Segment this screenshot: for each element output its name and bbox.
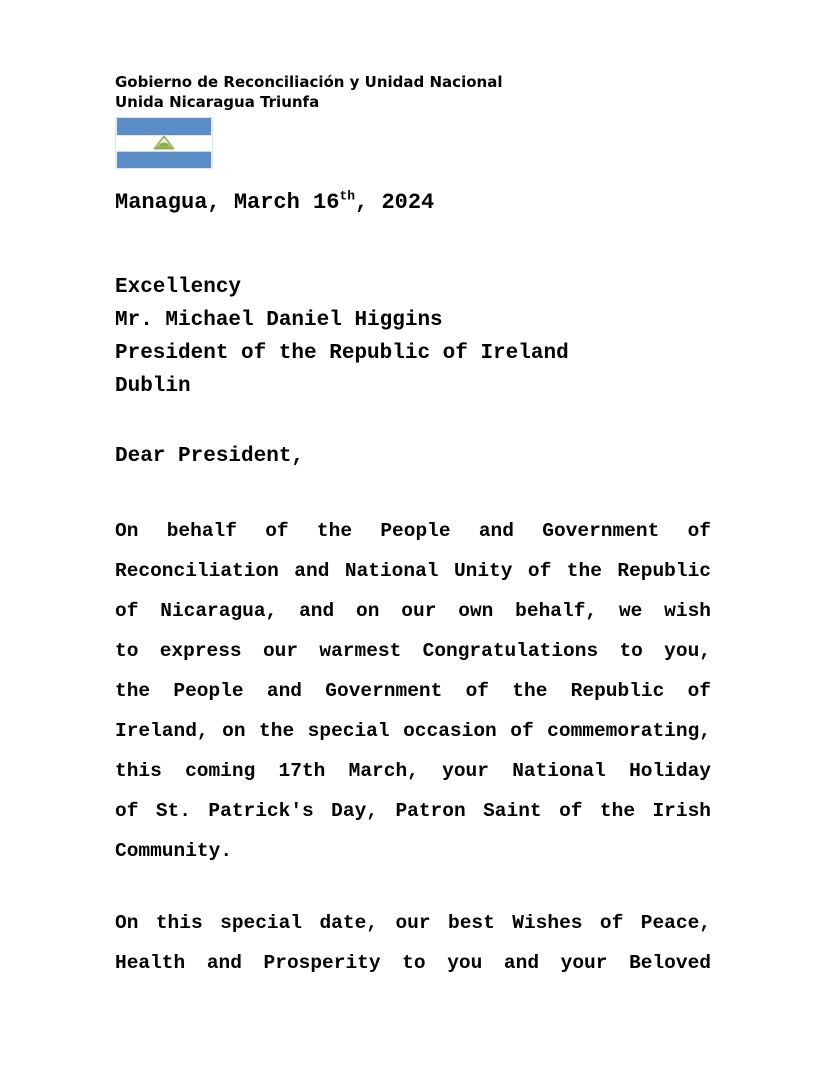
recipient-block	[115, 271, 711, 403]
salutation: Dear President,	[115, 445, 305, 468]
letterhead-line-1: Gobierno de Reconciliación y Unidad Nacional	[115, 73, 503, 91]
body-paragraph-2	[115, 903, 711, 983]
letterhead	[115, 72, 711, 169]
date-line	[115, 189, 711, 217]
recipient-line: Mr. Michael Daniel Higgins	[115, 309, 443, 332]
nicaragua-flag-icon	[115, 117, 213, 169]
body-line: this coming 17th March, your National Holiday	[115, 760, 711, 782]
recipient-line: Dublin	[115, 375, 191, 398]
date-ordinal-superscript: th	[339, 188, 356, 204]
date-year-text: , 2024	[355, 190, 435, 215]
recipient-line: President of the Republic of Ireland	[115, 342, 569, 365]
body-line: Community.	[115, 840, 233, 862]
date-text: Managua, March 16	[115, 190, 340, 215]
body-line: the People and Government of the Republic of	[115, 680, 711, 702]
body-line: Health and Prosperity to you and your Beloved	[115, 952, 711, 974]
body-paragraph-1	[115, 511, 711, 871]
recipient-line: Excellency	[115, 276, 242, 299]
body-line: Reconciliation and National Unity of the Republic	[115, 560, 711, 582]
body-line: of Nicaragua, and on our own behalf, we wish	[115, 600, 711, 622]
letterhead-line-2: Unida Nicaragua Triunfa	[115, 93, 320, 111]
body-line: On this special date, our best Wishes of Peace,	[115, 912, 711, 934]
body-line: On behalf of the People and Government of	[115, 520, 711, 542]
body-line: to express our warmest Congratulations to you,	[115, 640, 711, 662]
body-line: of St. Patrick's Day, Patron Saint of the Irish	[115, 800, 711, 822]
body-line: Ireland, on the special occasion of commemorating,	[115, 720, 711, 742]
